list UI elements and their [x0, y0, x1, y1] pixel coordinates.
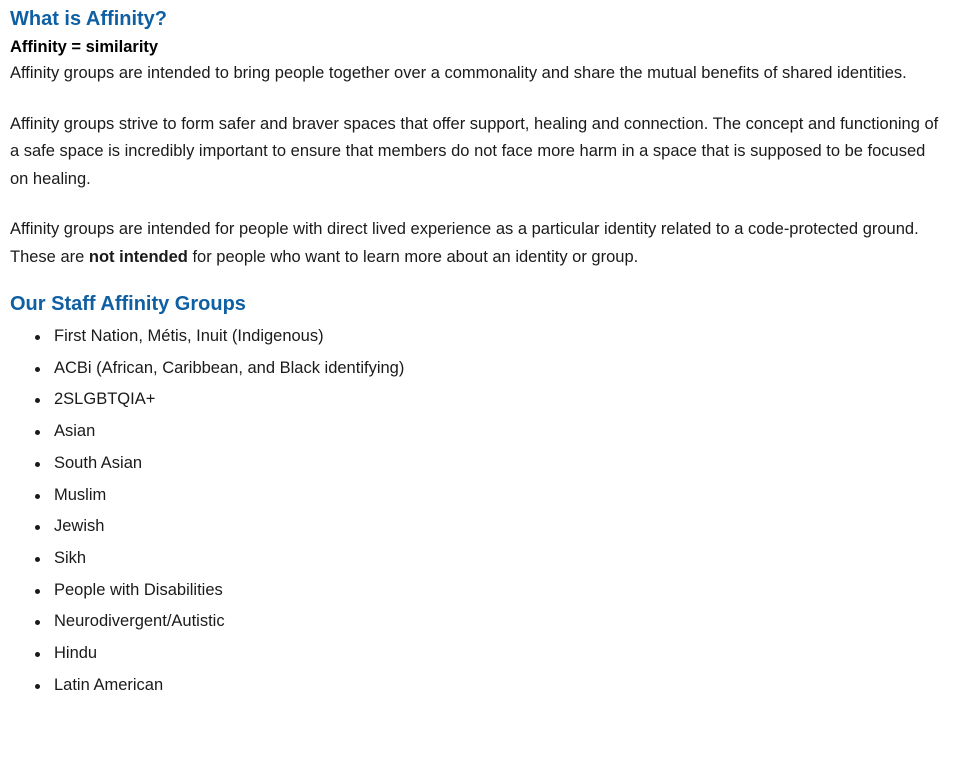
list-item-label: South Asian: [54, 453, 143, 472]
safe-space-paragraph: Affinity groups strive to form safer and braver spaces that offer support, healing and connection. The concept and functioning of a safe space is incredibly important to ensure that members do not face more harm in a space that is supposed to be focused on healing.: [10, 114, 939, 188]
list-item-label: Muslim: [54, 485, 107, 504]
staff-affinity-groups-heading: Our Staff Affinity Groups: [10, 293, 246, 315]
list-item-label: Jewish: [54, 517, 105, 536]
not-intended-emphasis: not intended: [88, 247, 188, 266]
list-item: [35, 670, 943, 702]
bullet-icon: [35, 557, 40, 562]
list-item: [35, 321, 943, 353]
list-item: [35, 543, 943, 575]
list-item-label: First Nation, Métis, Inuit (Indigenous): [54, 327, 324, 345]
list-item: [35, 353, 943, 385]
bullet-icon: [35, 620, 40, 625]
affinity-groups-list: [10, 321, 943, 701]
bullet-icon: [35, 652, 40, 657]
list-item: [35, 384, 943, 416]
list-item-label: People with Disabilities: [54, 580, 223, 599]
list-item: [35, 480, 943, 512]
list-item-label: Sikh: [54, 548, 87, 567]
list-item-label: Latin American: [54, 675, 164, 694]
bullet-icon: [35, 684, 40, 689]
list-item: [35, 606, 943, 638]
list-item-label: Hindu: [54, 644, 98, 663]
list-item: [35, 511, 943, 543]
eligibility-paragraph: [10, 216, 943, 271]
eligibility-text-end: for people who want to learn more about an identity or group.: [187, 247, 639, 266]
bullet-icon: [35, 335, 40, 340]
list-item: [35, 638, 943, 670]
affinity-definition: Affinity = similarity: [10, 38, 159, 56]
list-item: [35, 575, 943, 607]
eligibility-text-start: Affinity groups are intended for people with direct lived experience as a particular identity related to a code-protected ground. These are: [10, 220, 919, 266]
bullet-icon: [35, 430, 40, 435]
list-item-label: Neurodivergent/Autistic: [54, 612, 225, 631]
bullet-icon: [35, 494, 40, 499]
list-item-label: ACBi (African, Caribbean, and Black identifying): [54, 358, 405, 377]
list-item-label: 2SLGBTQIA+: [54, 390, 156, 409]
intro-paragraph: Affinity groups are intended to bring people together over a commonality and share the mutual benefits of shared identities.: [10, 64, 907, 82]
bullet-icon: [35, 589, 40, 594]
list-item: [35, 416, 943, 448]
list-item-label: Asian: [54, 422, 96, 441]
bullet-icon: [35, 398, 40, 403]
bullet-icon: [35, 462, 40, 467]
what-is-affinity-heading: What is Affinity?: [10, 8, 168, 30]
list-item: [35, 448, 943, 480]
bullet-icon: [35, 367, 40, 372]
bullet-icon: [35, 525, 40, 530]
